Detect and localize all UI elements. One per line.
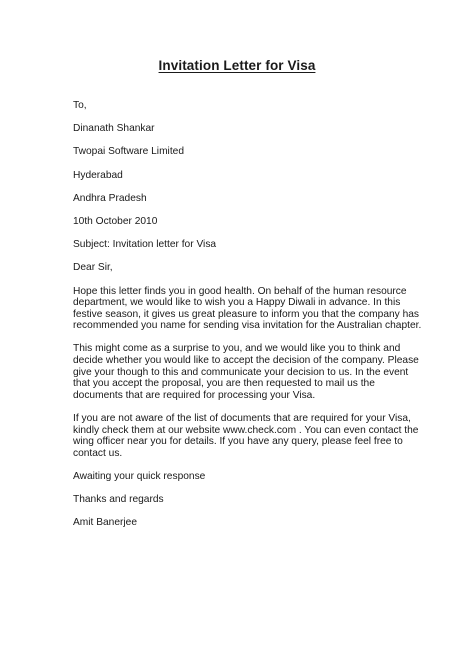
paragraph-line: kindly check them at our website www.check.com . You can even contact the [73,424,419,436]
paragraph-line: that you accept the proposal, you are then requested to mail us the [73,378,375,390]
paragraph-1 [73,285,422,332]
paragraph-line: decide whether you would like to accept the decision of the company. Please [73,355,419,367]
paragraph-line: wing officer near you for details. If you have any query, please feel free to [73,436,403,448]
recipient-state: Andhra Pradesh [73,192,147,204]
regards-line: Thanks and regards [73,494,164,506]
to-line: To, [73,100,87,111]
recipient-company: Twopai Software Limited [73,146,184,158]
recipient-name: Dinanath Shankar [73,123,155,135]
paragraph-3 [73,413,419,459]
signature-name: Amit Banerjee [73,517,137,529]
letter-body [73,100,422,541]
paragraph-line: documents that are required for processing your Visa. [73,389,316,401]
recipient-city: Hyderabad [73,169,123,181]
paragraph-line: If you are not aware of the list of documents that are required for your Visa, [73,413,411,425]
letter-subject: Subject: Invitation letter for Visa [73,239,217,251]
salutation: Dear Sir, [73,262,113,274]
paragraph-line: department, we would like to wish you a Happy Diwali in advance. In this [73,297,401,309]
letter-title: Invitation Letter for Visa [158,58,316,73]
closing-line: Awaiting your quick response [73,471,206,482]
paragraph-line: contact us. [73,447,123,459]
paragraph-line: This might come as a surprise to you, and we would like you to think and [73,343,401,355]
paragraph-line: give your though to this and communicate your decision to us. In the event [73,366,409,378]
letter-date: 10th October 2010 [73,215,158,227]
paragraph-line: recommended you name for sending visa invitation for the Australian chapter. [73,320,422,332]
paragraph-2 [73,343,419,401]
paragraph-line: Hope this letter finds you in good health. On behalf of the human resource [73,285,407,297]
paragraph-line: festive season, it gives us great pleasure to inform you that the company has [73,308,419,320]
